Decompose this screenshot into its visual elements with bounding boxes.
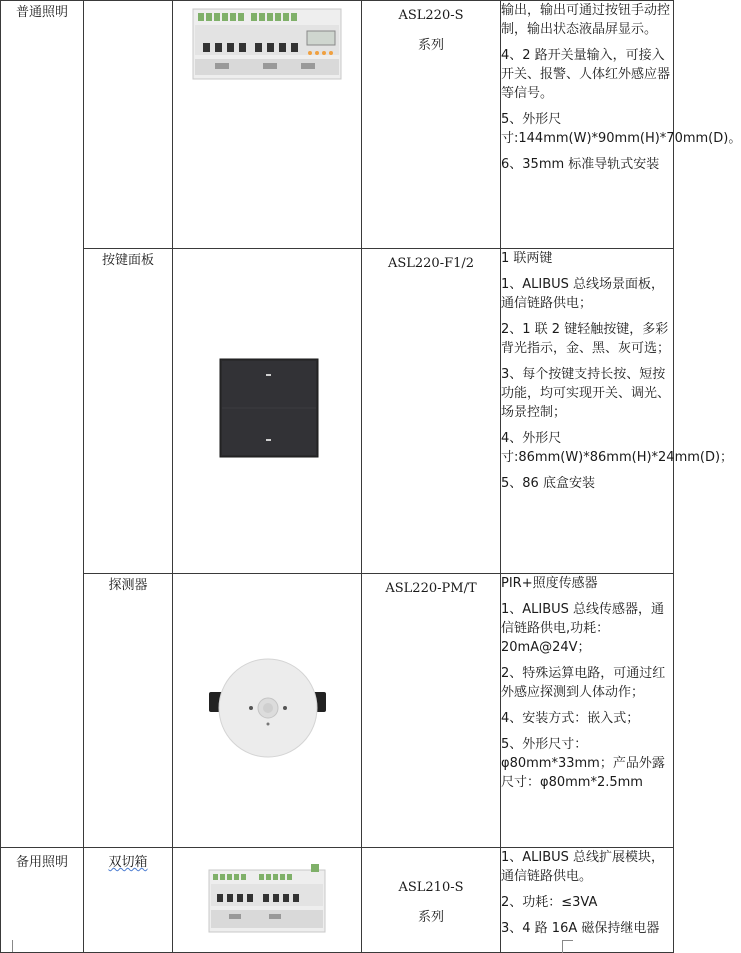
desc-line: 1、ALIBUS 总线传感器，通信链路供电,功耗：20mA@24V； (501, 602, 665, 655)
product-image-cell (173, 574, 362, 848)
desc-line: 1、ALIBUS 总线场景面板，通信链路供电； (501, 277, 665, 311)
description-cell (501, 848, 674, 953)
model-number: ASL210-S (398, 880, 464, 895)
category-cell: 普通照明 (1, 1, 84, 848)
desc-line: 1、ALIBUS 总线扩展模块，通信链路供电。 (501, 850, 665, 884)
model-cell (362, 574, 501, 848)
product-name-cell: 按键面板 (84, 249, 173, 574)
desc-line: 5、86 底盒安装 (501, 476, 595, 491)
desc-line: 5、外形尺寸:144mm(W)*90mm(H)*70mm(D)。 (501, 112, 741, 146)
desc-line: 4、安装方式：嵌入式； (501, 711, 640, 726)
desc-line: 2、特殊运算电路，可通过红外感应探测到人体动作； (501, 666, 666, 700)
desc-line: 5、外形尺寸：φ80mm*33mm；产品外露尺寸：φ80mm*2.5mm (501, 737, 665, 790)
product-image-cell (173, 249, 362, 574)
table-row (1, 1, 674, 249)
product-name-cell (84, 848, 173, 953)
desc-line: 3、4 路 16A 磁保持继电器 (501, 921, 660, 936)
desc-line: 输出，输出可通过按钮手动控制，输出状态液晶屏显示。 (501, 3, 671, 37)
model-cell (362, 1, 501, 249)
product-image-cell (173, 1, 362, 249)
product-image-cell (173, 848, 362, 953)
ceiling-pir-sensor-icon (173, 574, 362, 843)
description-cell (501, 1, 741, 249)
product-name-cell: 探测器 (84, 574, 173, 848)
model-number: ASL220-S (398, 8, 464, 23)
desc-title: 1 联两键 (501, 251, 553, 266)
desc-line: 3、每个按键支持长按、短按功能，均可实现开关、调光、场景控制； (501, 367, 671, 420)
model-cell (362, 249, 501, 574)
model-number: ASL220-PM/T (385, 581, 477, 596)
desc-line: 4、2 路开关量输入，可接入开关、报警、人体红外感应器等信号。 (501, 48, 671, 101)
din-rail-module-icon (173, 1, 362, 244)
model-series: 系列 (417, 38, 444, 53)
table-row (1, 848, 674, 953)
category-cell: 备用照明 (1, 848, 84, 953)
table-row (1, 249, 674, 574)
table-row (1, 574, 674, 848)
desc-title: PIR+照度传感器 (501, 576, 598, 591)
desc-line: 6、35mm 标准导轨式安装 (501, 157, 660, 172)
description-cell (501, 249, 734, 574)
model-number: ASL220-F1/2 (387, 256, 475, 271)
page-corner-mark (6, 940, 13, 952)
product-name: 双切箱 (108, 855, 148, 870)
wall-keypad-panel-icon (173, 249, 362, 569)
dual-switch-module-icon (173, 848, 362, 948)
description-cell (501, 574, 674, 848)
model-series: 系列 (417, 910, 444, 925)
model-cell (362, 848, 501, 953)
page-corner-mark (562, 940, 573, 953)
desc-line: 4、外形尺寸:86mm(W)*86mm(H)*24mm(D)； (501, 431, 734, 465)
desc-line: 2、1 联 2 键轻触按键，多彩背光指示，金、黑、灰可选； (501, 322, 671, 356)
product-name-cell (84, 1, 173, 249)
desc-line: 2、功耗：≤3VA (501, 895, 598, 910)
